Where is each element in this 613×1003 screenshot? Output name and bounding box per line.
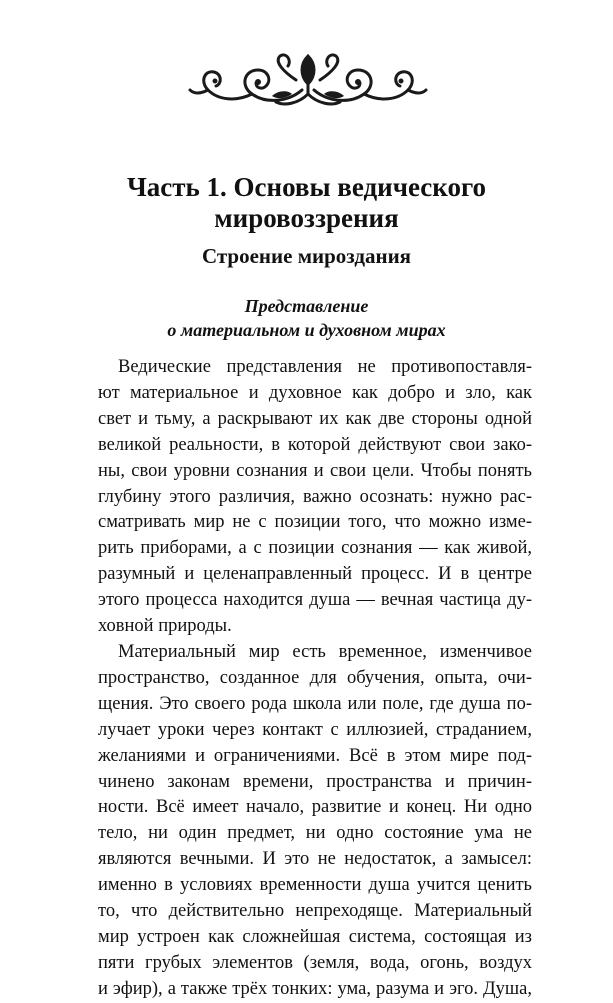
text-line: тело, ни один предмет, ни одно состояние ума не [98, 823, 532, 844]
text-line: ют материальное и духовное как добро и зло, как [98, 382, 532, 403]
text-line: великой реальности, в которой действуют свои зако- [98, 434, 532, 455]
body-text [98, 355, 532, 1003]
text-line: пространство, созданное для обучения, опыта, очи- [98, 667, 532, 688]
paragraph [98, 355, 532, 640]
text-line: свет и тьму, а раскрывают их как две стороны одной [98, 408, 532, 429]
text-line: ховной природы. [98, 616, 232, 637]
text-line: этого процесса находится душа — вечная частица ду- [98, 590, 532, 611]
text-line: ности. Всё имеет начало, развитие и конец. Ни одно [98, 797, 532, 818]
part-title [0, 172, 613, 234]
text-line: желаниями и ограничениями. Всё в этом мире под- [98, 745, 532, 766]
text-line: лучает уроки через контакт с иллюзией, страданием, [98, 719, 532, 740]
text-line: Материальный мир есть временное, изменчивое [118, 641, 532, 662]
text-line: сматривать мир не с позиции того, что можно изме- [98, 512, 532, 533]
text-line: щения. Это своего рода школа или поле, где душа по- [98, 693, 532, 714]
text-line: и эфир), а также трёх тонких: ума, разума и эго. Душа, [98, 978, 532, 999]
text-line: именно в условиях временности душа учится ценить [98, 875, 532, 896]
text-line: пяти грубых элементов (земля, вода, огонь, воздух [98, 952, 532, 973]
text-line: разумный и целенаправленный процесс. И в центре [98, 564, 532, 585]
text-line: Ведические представления не противопоставля- [118, 357, 532, 377]
floral-ornament-icon [188, 50, 428, 110]
section-heading-line-1: Представление [244, 296, 369, 316]
section-heading [0, 294, 613, 342]
paragraph [98, 640, 532, 1003]
text-line: то, что действительно непреходяще. Материальный [98, 901, 532, 922]
section-heading-line-2: о материальном и духовном мирах [167, 320, 446, 340]
text-line: являются вечными. И это не недостаток, а замысел: [98, 849, 532, 870]
text-line: мир устроен как сложнейшая система, состоящая из [98, 926, 532, 947]
text-line: ны, свои уровни сознания и свои цели. Чтобы понять [98, 460, 532, 481]
part-title-line-2: мировоззрения [214, 203, 399, 233]
text-line: рить приборами, а с позиции сознания — как живой, [98, 538, 532, 559]
chapter-subtitle: Строение мироздания [201, 244, 412, 268]
text-line: чинено законам времени, пространства и причин- [98, 771, 532, 792]
part-title-line-1: Часть 1. Основы ведического [126, 172, 487, 202]
text-line: глубину этого различия, важно осознать: нужно рас- [98, 486, 532, 507]
